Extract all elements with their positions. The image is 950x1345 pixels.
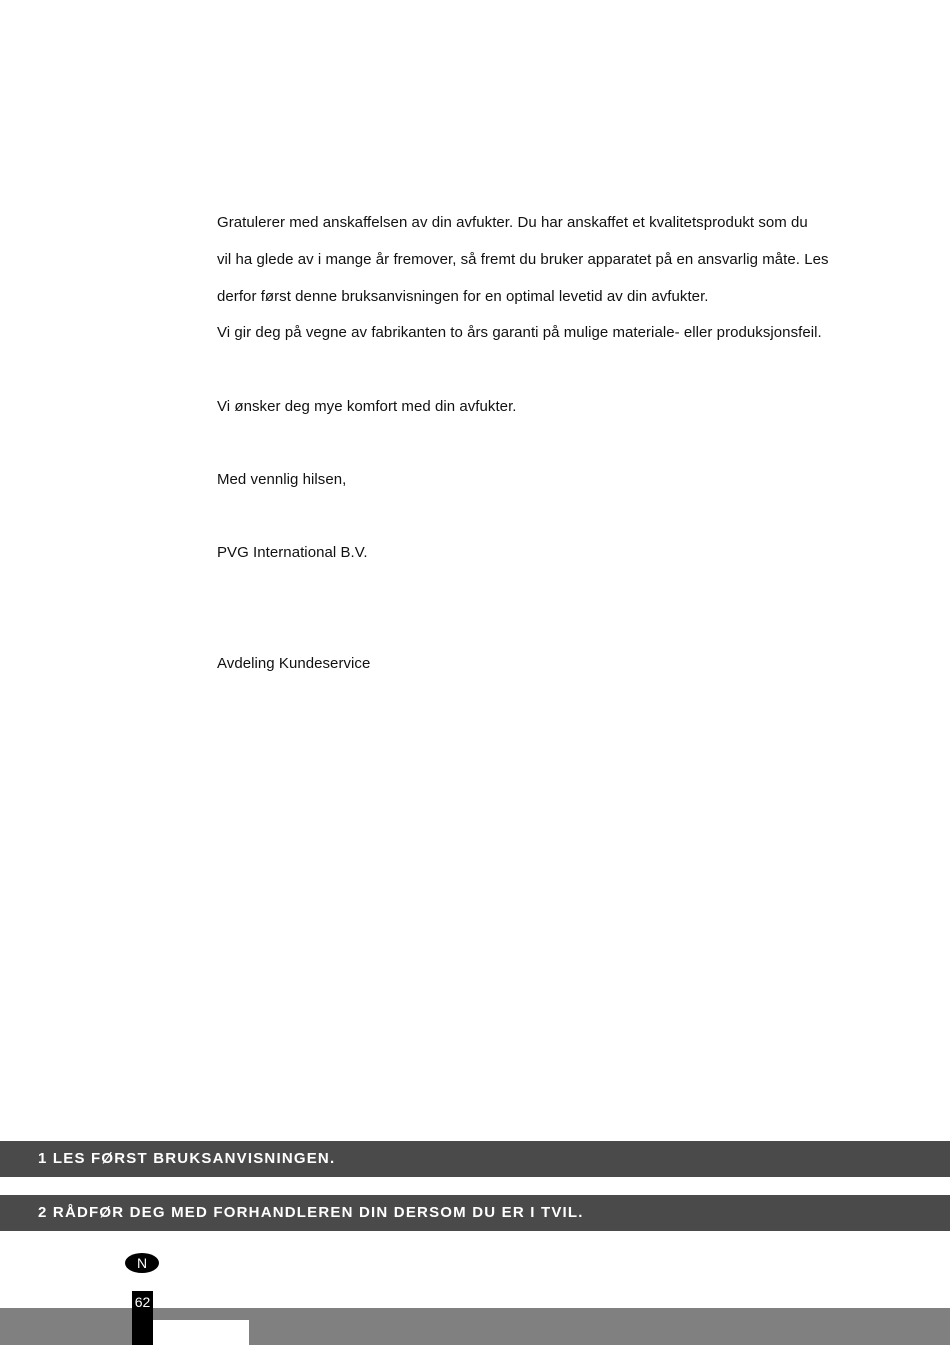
page-number: 62 [134,1294,151,1310]
footer-white-block [153,1320,249,1345]
intro-line-2: vil ha glede av i mange år fremover, så fremt du bruker apparatet på en ansvarlig måte. Les [217,251,829,268]
instruction-text-1: 1 LES FØRST BRUKSANVISNINGEN. [38,1150,336,1167]
department-name: Avdeling Kundeservice [217,655,371,672]
intro-line-3: derfor først denne bruksanvisningen for en optimal levetid av din avfukter. [217,288,709,305]
language-badge: N [125,1253,159,1273]
intro-line-1: Gratulerer med anskaffelsen av din avfukter. Du har anskaffet et kvalitetsprodukt som du [217,214,808,231]
instruction-band-1 [0,1141,950,1177]
instruction-band-2 [0,1195,950,1231]
company-name: PVG International B.V. [217,544,368,561]
instruction-text-2: 2 RÅDFØR DEG MED FORHANDLEREN DIN DERSOM DU ER I TVIL. [38,1204,584,1221]
warranty-line: Vi gir deg på vegne av fabrikanten to års garanti på mulige materiale- eller produksjonsfeil. [217,324,822,341]
wish-line: Vi ønsker deg mye komfort med din avfukter. [217,398,517,415]
greeting-line: Med vennlig hilsen, [217,471,347,488]
